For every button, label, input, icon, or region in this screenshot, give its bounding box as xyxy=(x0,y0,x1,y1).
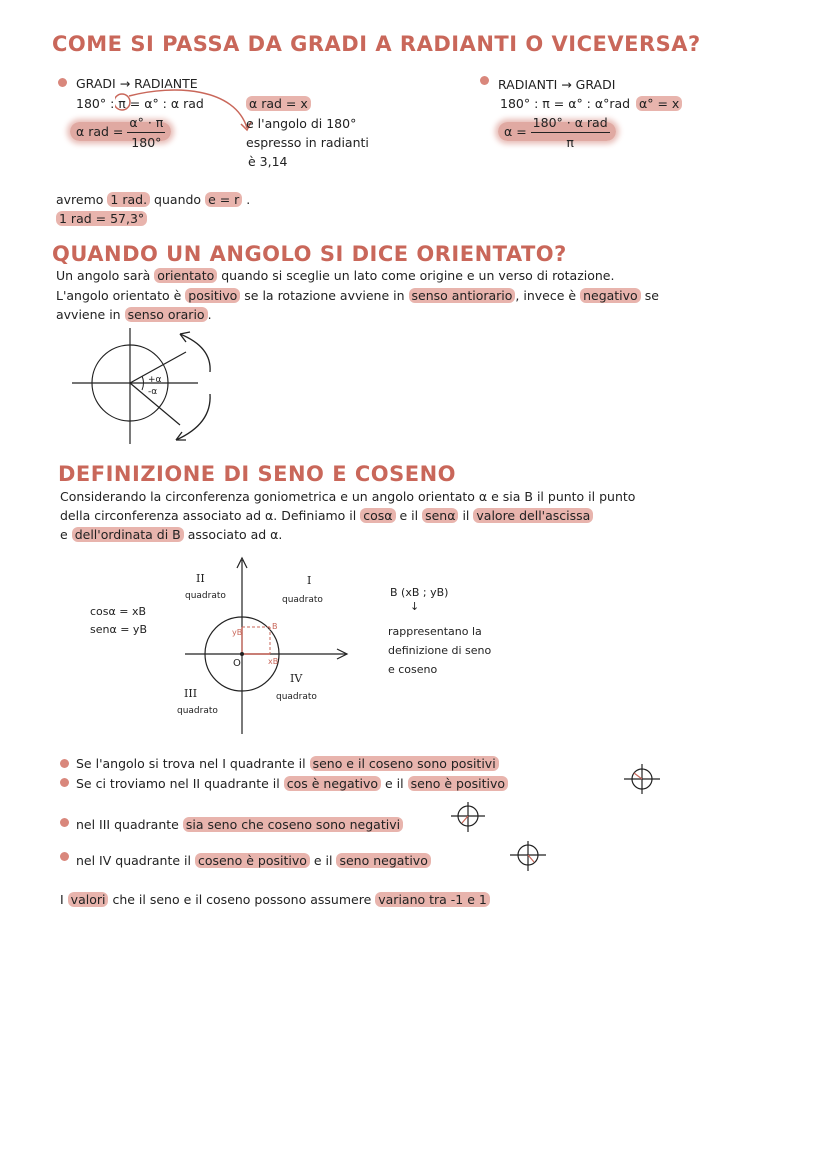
bullet-dot xyxy=(60,852,69,861)
formula-num: α° · π xyxy=(127,113,165,133)
left-note-line-3: è 3,14 xyxy=(248,154,288,169)
left-proportion: 180° : π = α° : α rad xyxy=(76,96,204,111)
side-note-line-3: e coseno xyxy=(388,663,438,676)
oriented-paragraph-1: Un angolo sarà orientato quando si sceglie un lato come origine e un verso di rotazione. xyxy=(56,268,615,283)
down-arrow-icon: ↓ xyxy=(410,600,420,613)
svg-text:quadrato: quadrato xyxy=(177,706,218,716)
svg-text:-α: -α xyxy=(148,387,158,397)
radian-line-2: 1 rad = 57,3° xyxy=(56,209,147,228)
svg-text:III: III xyxy=(184,687,198,700)
section-title-oriented-angle: QUANDO UN ANGOLO SI DICE ORIENTATO? xyxy=(52,242,567,266)
left-heading: GRADI → RADIANTE xyxy=(76,76,198,91)
side-note-line-2: definizione di seno xyxy=(388,644,492,657)
formula-den: 180° xyxy=(131,135,162,150)
bullet-dot xyxy=(58,78,67,87)
bullet-dot xyxy=(60,778,69,787)
quadrant-bullet-4: nel IV quadrante il coseno è positivo e il seno negativo xyxy=(76,851,431,870)
svg-text:yB: yB xyxy=(232,628,243,637)
quadrant-2-circle-icon xyxy=(622,762,662,796)
svg-text:O: O xyxy=(233,658,241,669)
radian-line-1: avremo 1 rad. quando e = r . xyxy=(56,192,251,207)
right-formula: α = $\frac{\text{180° · α rad}}{\pi}$ xyxy=(498,113,616,152)
conclusion-line: I valori che il seno e il coseno possono assumere variano tra -1 e 1 xyxy=(60,890,490,909)
side-note-line-1: rappresentano la xyxy=(388,625,482,638)
oriented-paragraph-3: avviene in senso orario . xyxy=(56,307,212,322)
svg-text:I: I xyxy=(307,574,312,587)
section-title-degrees-radians: COME SI PASSA DA GRADI A RADIANTI O VICEVERSA? xyxy=(52,32,701,56)
oriented-angle-diagram xyxy=(66,322,226,452)
bullet-dot xyxy=(480,76,489,85)
svg-text:IV: IV xyxy=(290,672,303,685)
point-b-label: B (xB ; yB) xyxy=(390,586,449,599)
left-note-line-2: espresso in radianti xyxy=(246,135,369,150)
svg-text:quadrato: quadrato xyxy=(185,591,226,601)
svg-text:quadrato: quadrato xyxy=(276,692,317,702)
svg-text:quadrato: quadrato xyxy=(282,595,323,605)
section-title-sine-cosine: DEFINIZIONE DI SENO E COSENO xyxy=(58,462,457,486)
curved-arrow-icon xyxy=(115,88,255,158)
quadrant-bullet-1: Se l'angolo si trova nel I quadrante il seno e il coseno sono positivi xyxy=(76,754,499,773)
bullet-dot xyxy=(60,818,69,827)
right-note-label: α° = x xyxy=(636,94,682,113)
svg-text:xB: xB xyxy=(268,657,279,666)
svg-text:II: II xyxy=(196,572,205,585)
right-proportion: 180° : π = α° : α°rad xyxy=(500,96,631,111)
svg-text:+α: +α xyxy=(148,375,162,385)
definition-paragraph-2: della circonferenza associato ad α. Definiamo il cosα e il senα il valore dell'ascissa xyxy=(60,506,593,525)
bullet-dot xyxy=(60,759,69,768)
definition-paragraph-1: Considerando la circonferenza goniometrica e un angolo orientato α e sia B il punto il punto xyxy=(60,489,636,504)
definition-paragraph-3: e dell'ordinata di B associato ad α. xyxy=(60,527,283,542)
oriented-paragraph-2: L'angolo orientato è positivo se la rotazione avviene in senso antiorario , invece è negativo se xyxy=(56,288,659,303)
svg-text:B: B xyxy=(272,622,278,631)
cos-definition: cosα = xB xyxy=(90,605,147,618)
left-note-line-1: e l'angolo di 180° xyxy=(246,116,357,131)
quadrant-4-circle-icon xyxy=(508,839,548,873)
left-note-label: α rad = x xyxy=(246,94,311,113)
quadrant-bullet-3: nel III quadrante sia seno che coseno sono negativi xyxy=(76,815,403,834)
formula-lhs: α rad = xyxy=(76,124,124,139)
sin-definition: senα = yB xyxy=(90,623,147,636)
right-heading: RADIANTI → GRADI xyxy=(498,77,616,92)
unit-circle-diagram xyxy=(175,552,375,737)
quadrant-bullet-2: Se ci troviamo nel II quadrante il cos è negativo e il seno è positivo xyxy=(76,774,508,793)
quadrant-3-circle-icon xyxy=(449,800,489,834)
